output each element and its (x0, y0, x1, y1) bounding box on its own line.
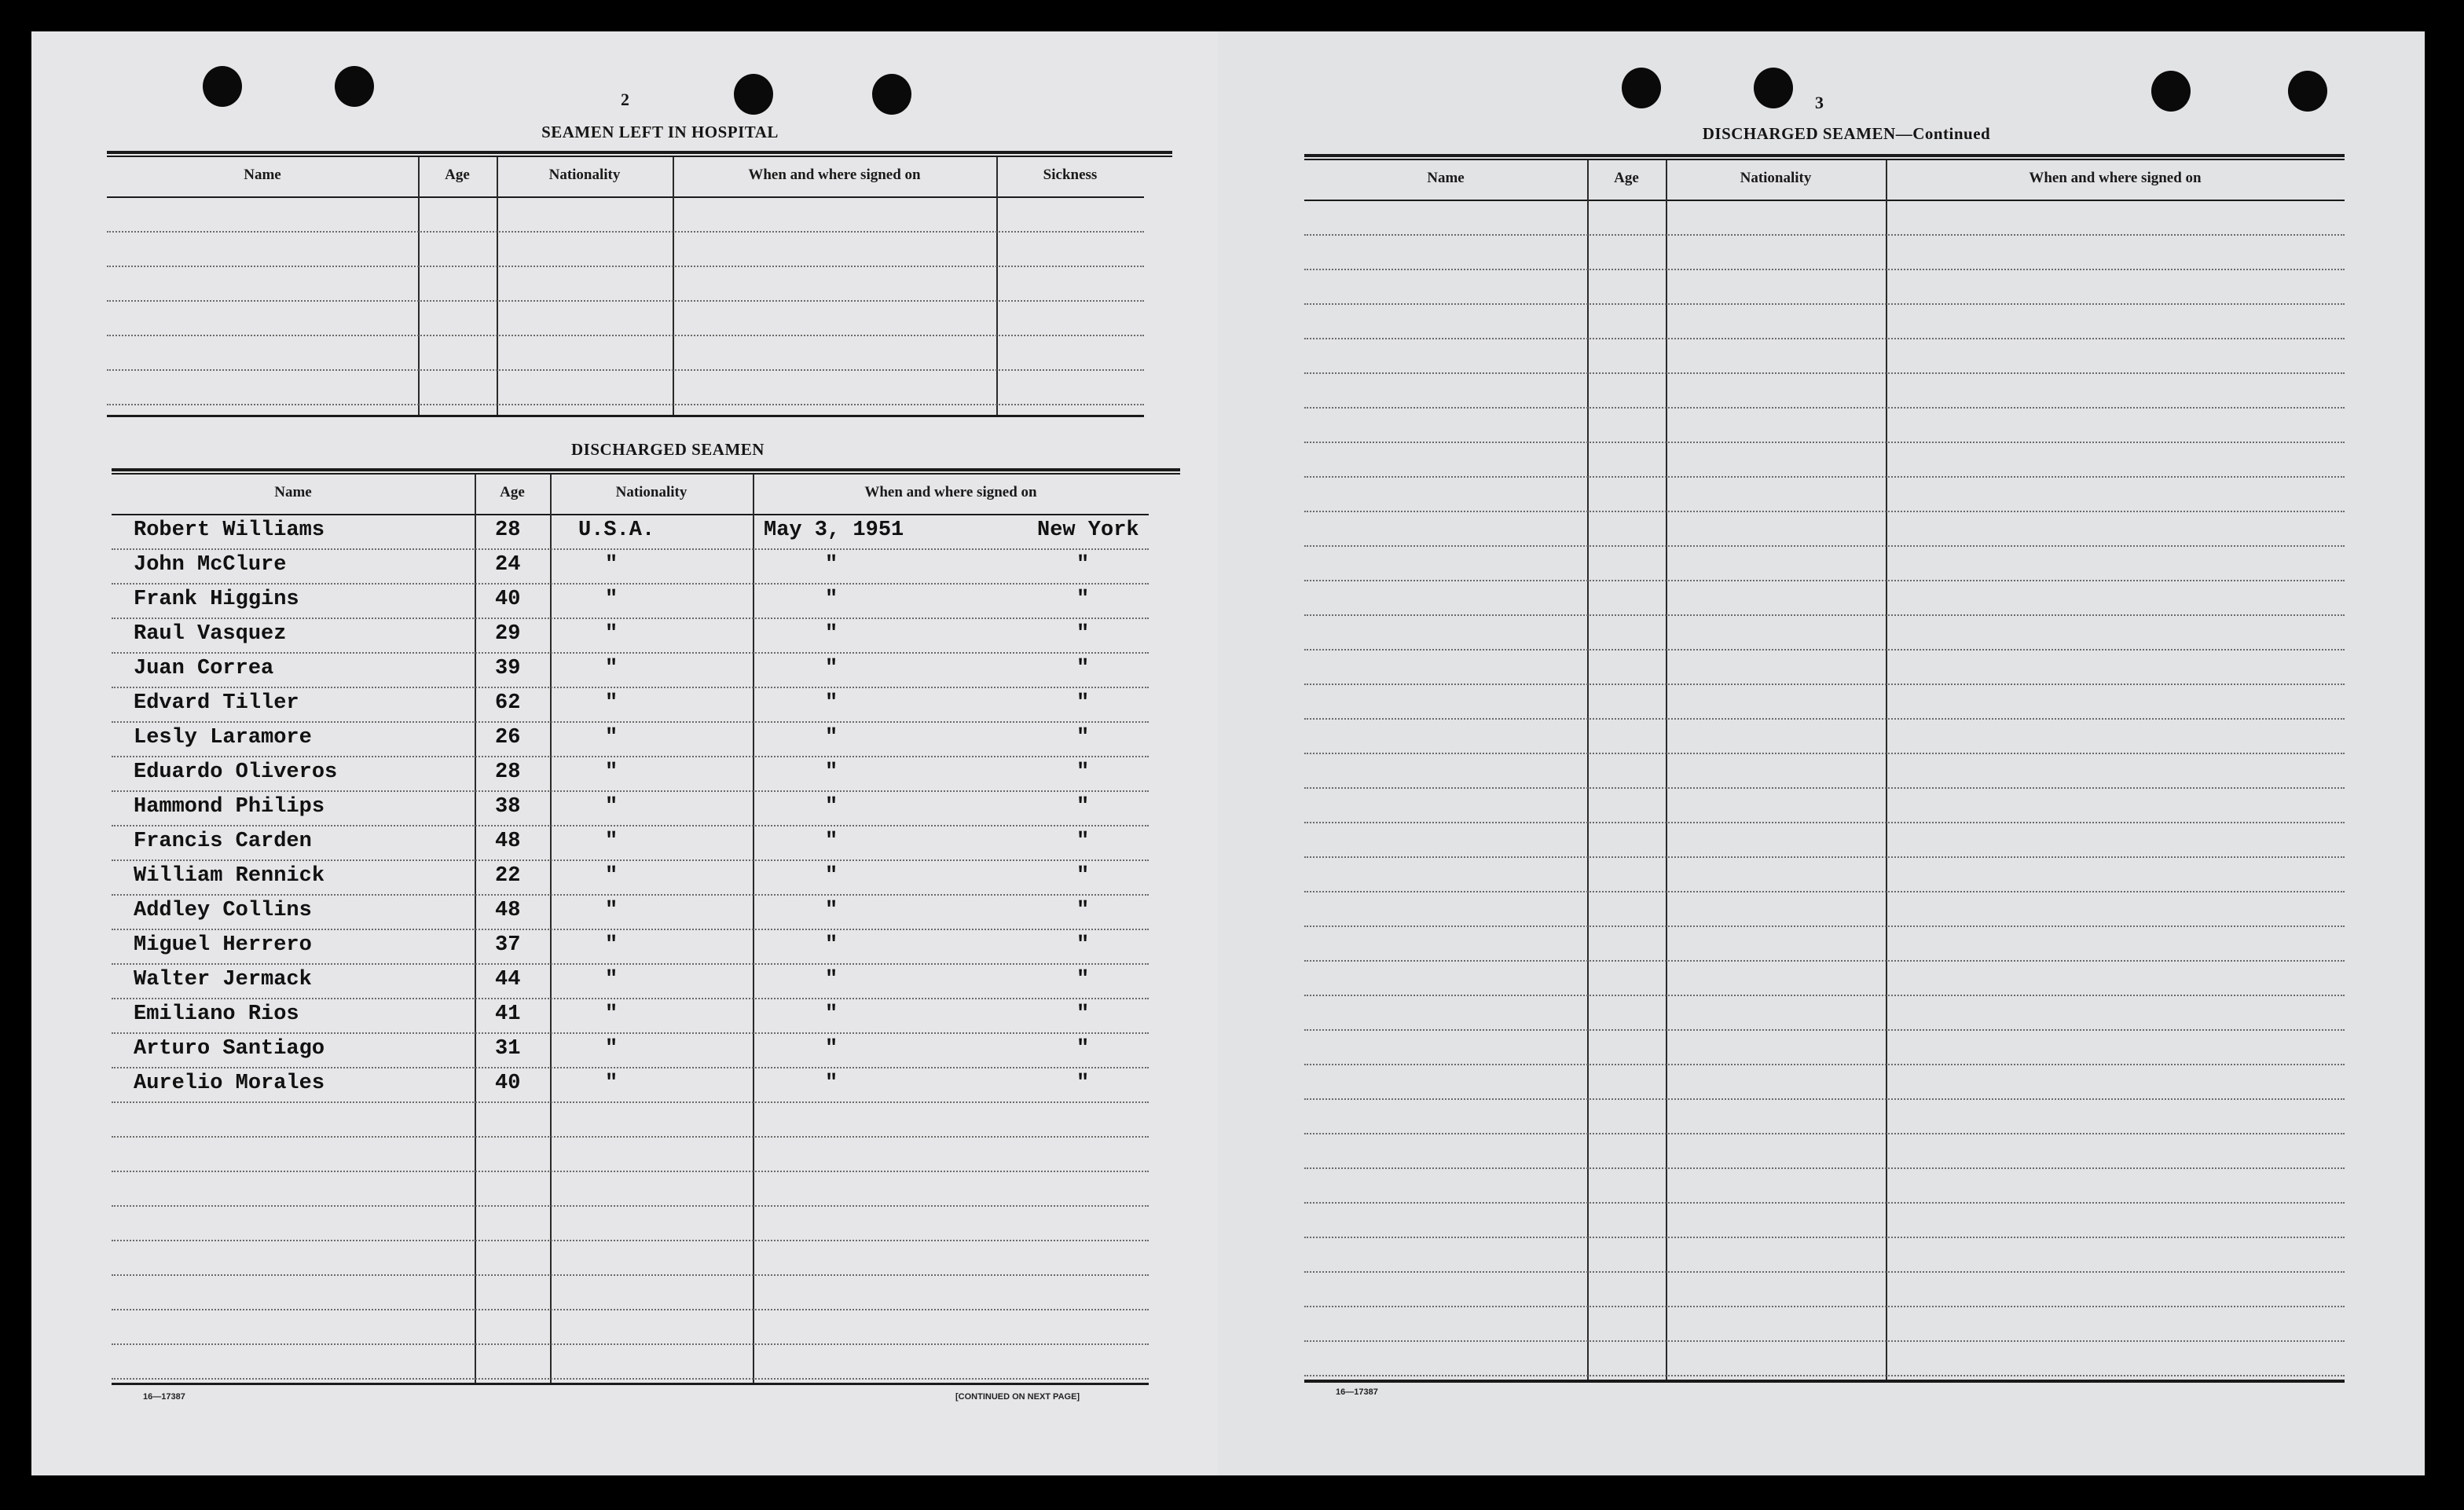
seaman-name: Arturo Santiago (134, 1037, 325, 1061)
seaman-age: 38 (495, 795, 521, 819)
signed-on-place: " (1076, 691, 1090, 715)
row-rule (1304, 511, 2345, 512)
row-rule (112, 1032, 1149, 1034)
column-header: Nationality (548, 167, 621, 183)
seaman-age: 44 (495, 968, 521, 991)
seaman-age: 41 (495, 1002, 521, 1026)
row-rule (1304, 372, 2345, 374)
column-divider (1886, 160, 1887, 1380)
row-rule (107, 335, 1144, 336)
row-rule (1304, 1064, 2345, 1065)
form-number: 16—17387 (1336, 1387, 1378, 1397)
seaman-name: Raul Vasquez (134, 622, 287, 646)
row-rule (1304, 234, 2345, 236)
signed-on-place: " (1076, 553, 1090, 577)
seaman-age: 40 (495, 588, 521, 611)
signed-on-date: " (825, 933, 838, 957)
signed-on-date: " (825, 830, 838, 853)
row-rule (1304, 753, 2345, 754)
row-rule (1304, 925, 2345, 927)
row-rule (112, 1343, 1149, 1345)
seaman-nationality: " (605, 899, 618, 922)
column-divider (418, 157, 420, 415)
signed-on-date: " (825, 795, 838, 819)
signed-on-date: " (825, 622, 838, 646)
row-rule (1304, 891, 2345, 892)
row-rule (107, 369, 1144, 371)
table-bottom-rule (1304, 1380, 2345, 1383)
row-rule (107, 266, 1144, 267)
seaman-age: 62 (495, 691, 521, 715)
seaman-age: 24 (495, 553, 521, 577)
punch-hole (335, 66, 374, 107)
seaman-age: 48 (495, 830, 521, 853)
punch-hole (1622, 68, 1661, 108)
row-rule (1304, 338, 2345, 339)
column-header: Name (244, 167, 281, 183)
table-bottom-rule (107, 415, 1144, 417)
column-header: When and where signed on (2029, 170, 2202, 186)
row-rule (1304, 822, 2345, 823)
form-number: 16—17387 (143, 1392, 185, 1402)
signed-on-date: " (825, 760, 838, 784)
row-rule (112, 583, 1149, 585)
signed-on-place: " (1076, 1037, 1090, 1061)
seaman-nationality: " (605, 657, 618, 680)
row-rule (1304, 787, 2345, 789)
punch-hole (2151, 71, 2191, 112)
seaman-nationality: " (605, 1072, 618, 1095)
seaman-age: 31 (495, 1037, 521, 1061)
row-rule (1304, 684, 2345, 685)
row-rule (112, 1240, 1149, 1241)
row-rule (112, 790, 1149, 792)
row-rule (1304, 995, 2345, 996)
seaman-nationality: " (605, 1037, 618, 1061)
seaman-name: Eduardo Oliveros (134, 760, 338, 784)
row-rule (112, 894, 1149, 896)
seaman-age: 28 (495, 760, 521, 784)
signed-on-place: " (1076, 933, 1090, 957)
row-rule (112, 963, 1149, 965)
signed-on-place: " (1076, 830, 1090, 853)
signed-on-place: " (1076, 588, 1090, 611)
signed-on-place: " (1076, 1002, 1090, 1026)
seaman-nationality: " (605, 830, 618, 853)
header-rule (1304, 200, 2345, 201)
signed-on-date: May 3, 1951 (764, 519, 904, 542)
row-rule (112, 1309, 1149, 1310)
row-rule (1304, 1167, 2345, 1169)
seaman-nationality: " (605, 1002, 618, 1026)
signed-on-place: " (1076, 1072, 1090, 1095)
signed-on-place: " (1076, 622, 1090, 646)
page-number: 3 (1815, 93, 1824, 112)
row-rule (1304, 1237, 2345, 1238)
seaman-nationality: " (605, 726, 618, 750)
row-rule (112, 998, 1149, 999)
row-rule (1304, 1306, 2345, 1307)
discharged-title: DISCHARGED SEAMEN (571, 440, 764, 459)
row-rule (112, 1274, 1149, 1276)
row-rule (107, 300, 1144, 302)
seaman-nationality: " (605, 760, 618, 784)
column-header: Age (1614, 170, 1639, 186)
row-rule (1304, 718, 2345, 720)
row-rule (112, 1067, 1149, 1068)
seaman-name: Robert Williams (134, 519, 325, 542)
seaman-age: 39 (495, 657, 521, 680)
signed-on-place: " (1076, 726, 1090, 750)
row-rule (1304, 649, 2345, 651)
hospital-title: SEAMEN LEFT IN HOSPITAL (541, 123, 779, 141)
column-header: Nationality (1740, 170, 1812, 186)
signed-on-place: " (1076, 795, 1090, 819)
column-header: Name (274, 484, 312, 500)
signed-on-date: " (825, 899, 838, 922)
page-number: 2 (621, 90, 629, 109)
signed-on-date: " (825, 968, 838, 991)
right-page (1218, 31, 2425, 1475)
seaman-nationality: " (605, 553, 618, 577)
row-rule (112, 548, 1149, 550)
row-rule (1304, 442, 2345, 443)
seaman-name: Miguel Herrero (134, 933, 312, 957)
signed-on-date: " (825, 588, 838, 611)
row-rule (112, 1136, 1149, 1138)
seaman-nationality: " (605, 622, 618, 646)
row-rule (112, 1378, 1149, 1380)
seaman-age: 40 (495, 1072, 521, 1095)
row-rule (112, 652, 1149, 654)
row-rule (1304, 1271, 2345, 1273)
seaman-name: Edvard Tiller (134, 691, 299, 715)
row-rule (112, 687, 1149, 688)
seaman-age: 48 (495, 899, 521, 922)
header-rule (107, 196, 1144, 198)
signed-on-place: " (1076, 968, 1090, 991)
column-header: Age (500, 484, 525, 500)
column-divider (673, 157, 674, 415)
row-rule (1304, 1340, 2345, 1342)
continued-title: DISCHARGED SEAMEN—Continued (1702, 124, 1991, 143)
seaman-nationality: " (605, 933, 618, 957)
signed-on-place: New York (1037, 519, 1139, 542)
header-rule (112, 514, 1149, 515)
seaman-name: William Rennick (134, 864, 325, 888)
seaman-nationality: " (605, 968, 618, 991)
seaman-nationality: " (605, 795, 618, 819)
continued-note: [CONTINUED ON NEXT PAGE] (955, 1392, 1080, 1402)
punch-hole (203, 66, 242, 107)
seaman-age: 29 (495, 622, 521, 646)
column-divider (1587, 160, 1589, 1380)
column-header: Nationality (615, 484, 688, 500)
row-rule (112, 756, 1149, 757)
row-rule (107, 231, 1144, 233)
row-rule (1304, 1029, 2345, 1031)
seaman-nationality: U.S.A. (578, 519, 655, 542)
punch-hole (734, 74, 773, 115)
seaman-name: Francis Carden (134, 830, 312, 853)
row-rule (112, 859, 1149, 861)
column-divider (497, 157, 498, 415)
row-rule (1304, 545, 2345, 547)
row-rule (1304, 1375, 2345, 1376)
column-header: Sickness (1043, 167, 1098, 183)
row-rule (1304, 476, 2345, 478)
row-rule (1304, 1098, 2345, 1100)
seaman-name: Juan Correa (134, 657, 274, 680)
seaman-age: 26 (495, 726, 521, 750)
table-bottom-rule (112, 1383, 1149, 1385)
signed-on-date: " (825, 691, 838, 715)
seaman-age: 37 (495, 933, 521, 957)
left-page (31, 31, 1218, 1475)
seaman-name: Walter Jermack (134, 968, 312, 991)
signed-on-place: " (1076, 899, 1090, 922)
seaman-name: Lesly Laramore (134, 726, 312, 750)
seaman-nationality: " (605, 691, 618, 715)
signed-on-date: " (825, 1002, 838, 1026)
row-rule (1304, 580, 2345, 581)
signed-on-date: " (825, 1037, 838, 1061)
row-rule (112, 721, 1149, 723)
column-header: When and where signed on (748, 167, 921, 183)
row-rule (1304, 269, 2345, 270)
row-rule (112, 1205, 1149, 1207)
column-header: Name (1427, 170, 1465, 186)
signed-on-place: " (1076, 657, 1090, 680)
signed-on-date: " (825, 726, 838, 750)
seaman-age: 22 (495, 864, 521, 888)
seaman-name: Addley Collins (134, 899, 312, 922)
row-rule (1304, 407, 2345, 409)
seaman-name: Frank Higgins (134, 588, 299, 611)
column-divider (996, 157, 998, 415)
signed-on-date: " (825, 1072, 838, 1095)
row-rule (107, 404, 1144, 405)
seaman-name: Hammond Philips (134, 795, 325, 819)
row-rule (112, 1171, 1149, 1172)
punch-hole (2288, 71, 2327, 112)
seaman-age: 28 (495, 519, 521, 542)
seaman-nationality: " (605, 864, 618, 888)
row-rule (1304, 856, 2345, 858)
signed-on-place: " (1076, 760, 1090, 784)
column-divider (1666, 160, 1667, 1380)
punch-hole (1754, 68, 1793, 108)
column-header: Age (445, 167, 470, 183)
signed-on-place: " (1076, 864, 1090, 888)
column-header: When and where signed on (864, 484, 1037, 500)
punch-hole (872, 74, 911, 115)
row-rule (112, 1101, 1149, 1103)
row-rule (1304, 960, 2345, 962)
row-rule (1304, 1133, 2345, 1134)
row-rule (1304, 1202, 2345, 1204)
seaman-name: John McClure (134, 553, 287, 577)
row-rule (112, 618, 1149, 619)
signed-on-date: " (825, 864, 838, 888)
seaman-name: Emiliano Rios (134, 1002, 299, 1026)
seaman-nationality: " (605, 588, 618, 611)
row-rule (1304, 614, 2345, 616)
row-rule (112, 929, 1149, 930)
row-rule (112, 825, 1149, 826)
seaman-name: Aurelio Morales (134, 1072, 325, 1095)
row-rule (1304, 303, 2345, 305)
signed-on-date: " (825, 553, 838, 577)
signed-on-date: " (825, 657, 838, 680)
